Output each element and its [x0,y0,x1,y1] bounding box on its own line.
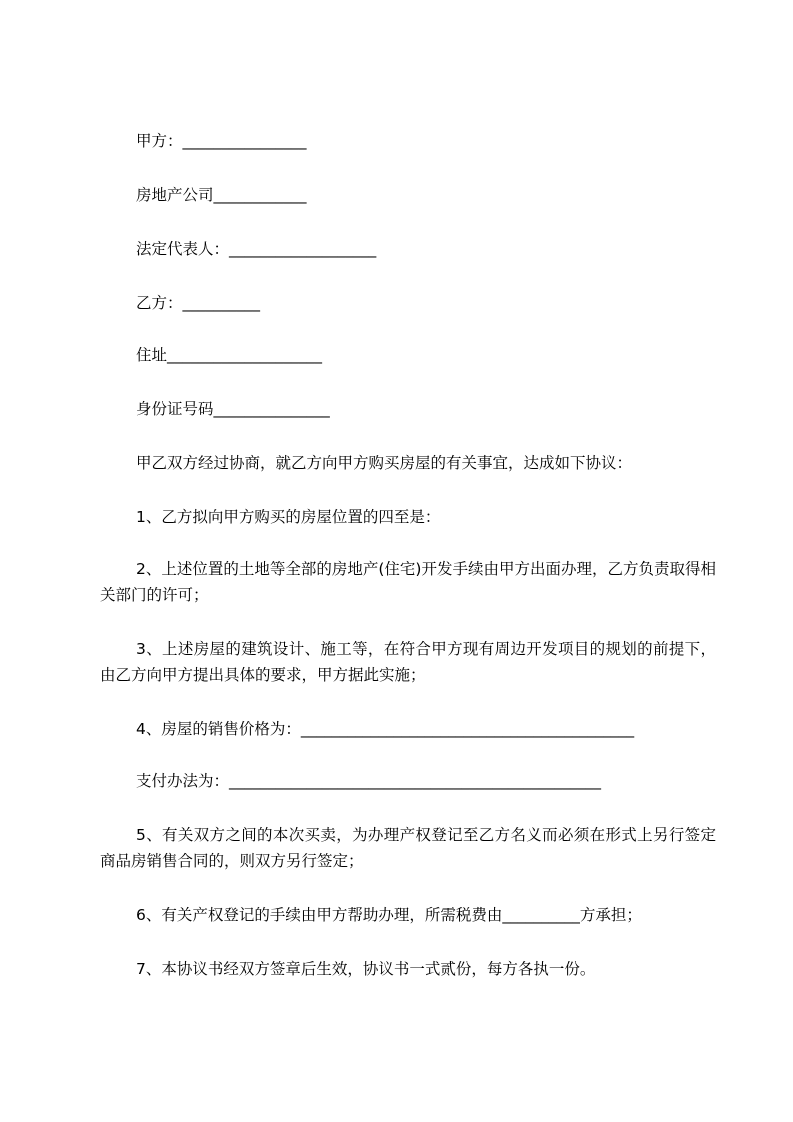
id-number-text: 身份证号码_______________ [136,400,330,418]
clause-6-text: 6、有关产权登记的手续由甲方帮助办理，所需税费由__________方承担； [136,906,642,924]
party-b-text: 乙方：__________ [136,294,261,312]
clause-1-text: 1、乙方拟向甲方购买的房屋位置的四至是： [136,508,441,526]
clause-6-line [0,902,793,928]
party-a-text: 甲方：________________ [136,132,307,150]
clause-3-paragraph [100,636,716,688]
address-text: 住址____________________ [136,346,323,364]
clause-5-paragraph [100,822,716,874]
payment-method-text: 支付办法为：________________________________________________ [136,772,602,790]
agreement-intro-line [0,450,793,476]
clause-1-line [0,504,793,530]
clause-4-text: 4、房屋的销售价格为：___________________________________________ [136,720,635,738]
real-estate-company-text: 房地产公司____________ [136,186,307,204]
clause-2-paragraph [100,556,716,608]
address-line [0,342,793,368]
clause-2-text: 2、上述位置的土地等全部的房地产(住宅)开发手续由甲方出面办理，乙方负责取得相关部门的许可； [100,560,716,604]
clause-3-text: 3、上述房屋的建筑设计、施工等，在符合甲方现有周边开发项目的规划的前提下，由乙方向甲方提出具体的要求，甲方据此实施； [100,640,716,684]
real-estate-company-line [0,182,793,208]
clause-5-text: 5、有关双方之间的本次买卖，为办理产权登记至乙方名义而必须在形式上另行签定商品房销售合同的，则双方另行签定； [100,826,716,870]
legal-representative-line [0,236,793,262]
party-a-line [0,128,793,154]
clause-7-text: 7、本协议书经双方签章后生效，协议书一式贰份，每方各执一份。 [136,960,596,978]
payment-method-line [0,768,793,794]
party-b-line [0,290,793,316]
agreement-intro-text: 甲乙双方经过协商，就乙方向甲方购买房屋的有关事宜，达成如下协议： [136,454,633,472]
clause-7-line [0,956,793,982]
legal-representative-text: 法定代表人：___________________ [136,240,377,258]
id-number-line [0,396,793,422]
clause-4-line [0,716,793,742]
